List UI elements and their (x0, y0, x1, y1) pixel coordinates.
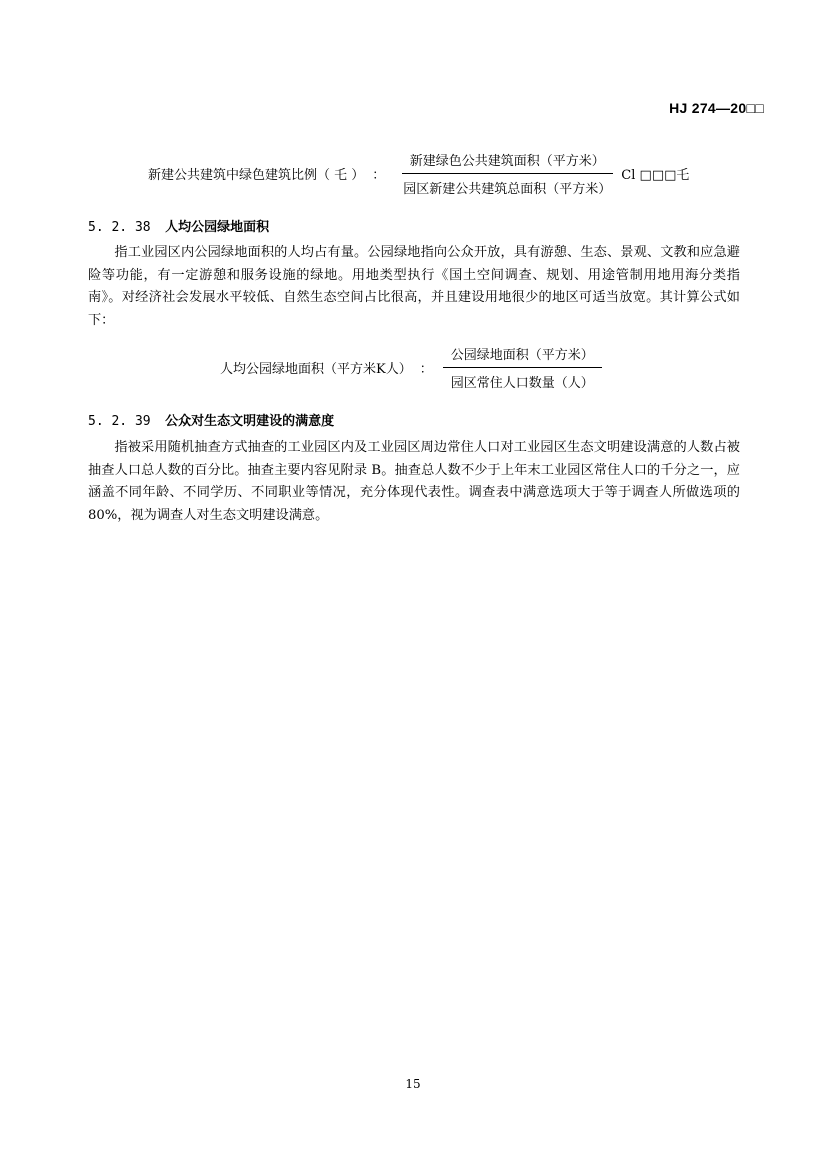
paragraph-park-green-area: 指工业园区内公园绿地面积的人均占有量。公园绿地指向公众开放，具有游憩、生态、景观、文教和应急避险等功能，有一定游憩和服务设施的绿地。用地类型执行《国土空间调查、规划、用途管制用地用海分类指南》。对经济社会发展水平较低、自然生态空间占比很高，并且建设用地很少的地区可适当放宽。其计算公式如下： (88, 245, 740, 328)
formula-lhs: 人均公园绿地面积（平方米K人） (220, 362, 412, 377)
formula-park-green-area (220, 344, 602, 391)
page-number: 15 (405, 1077, 421, 1091)
section-heading-5-2-39 (88, 410, 334, 429)
formula-colon: ： (372, 168, 386, 183)
formula-fraction (395, 150, 619, 197)
formula-numerator: 新建绿色公共建筑面积（平方米） (402, 150, 613, 174)
formula-fraction (443, 344, 602, 391)
formula-lhs: 新建公共建筑中绿色建筑比例（ 乇 ） (148, 168, 365, 183)
section-number: 5. 2. 39 (88, 414, 151, 429)
section-title: 公众对生态文明建设的满意度 (165, 414, 335, 429)
paragraph-public-satisfaction: 指被采用随机抽查方式抽查的工业园区内及工业园区周边常住人口对工业园区生态文明建设满意的人数占被抽查人口总人数的百分比。抽查主要内容见附录 B。抽查总人数不少于上年末工业园区常住人口的千分之一，应涵盖不同年龄、不同学历、不同职业等情况，充分体现代表性。调查表中满意选项大于等于调查人所做选项的 80%，视为调查人对生态文明建设满意。 (88, 440, 740, 523)
section-number: 5. 2. 38 (88, 220, 151, 235)
formula-denominator: 园区新建公共建筑总面积（平方米） (403, 182, 612, 197)
formula-green-building-ratio (148, 150, 689, 197)
formula-tail: Cl □□□乇 (621, 168, 690, 183)
section-title: 人均公园绿地面积 (165, 220, 270, 235)
formula-denominator: 园区常住人口数量（人） (450, 376, 594, 391)
formula-colon: ： (419, 362, 433, 377)
formula-numerator: 公园绿地面积（平方米） (443, 344, 602, 368)
section-heading-5-2-38 (88, 216, 269, 235)
document-code: HJ 274—20□□ (669, 100, 764, 116)
